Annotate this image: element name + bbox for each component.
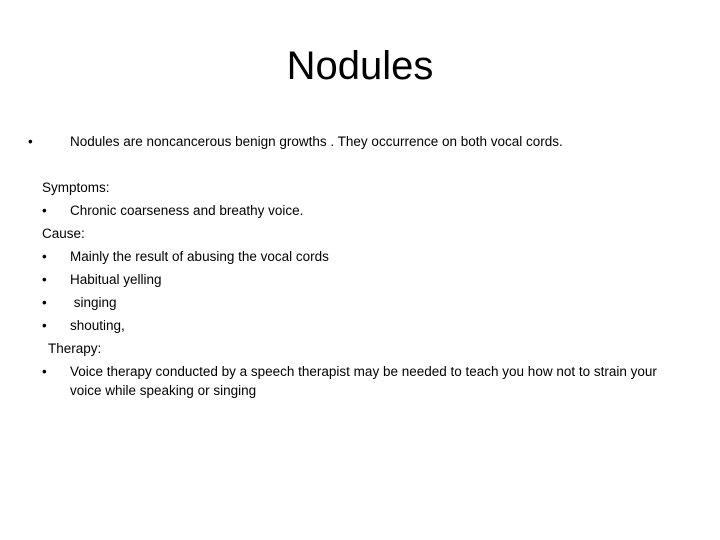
therapy-item-text: Voice therapy conducted by a speech therapist may be needed to teach you how not to strain your voice while speaking or singing	[70, 364, 657, 398]
slide-body	[28, 130, 662, 400]
bullet-icon: •	[42, 272, 47, 287]
symptoms-heading: Symptoms:	[42, 180, 110, 195]
bullet-icon: •	[42, 364, 47, 379]
bullet-icon: •	[42, 203, 47, 218]
symptoms-item-text: Chronic coarseness and breathy voice.	[70, 203, 304, 218]
cause-item-text: shouting,	[70, 318, 125, 333]
cause-heading: Cause:	[42, 226, 85, 241]
cause-item	[42, 314, 662, 337]
cause-item-text: Habitual yelling	[70, 272, 162, 287]
bullet-icon: •	[42, 295, 47, 310]
intro-text: Nodules are noncancerous benign growths . They occurrence on both vocal cords.	[70, 134, 563, 149]
bullet-icon: •	[42, 318, 47, 333]
therapy-item	[42, 360, 662, 400]
therapy-heading: Therapy:	[48, 341, 102, 356]
cause-item-text: Mainly the result of abusing the vocal cords	[70, 249, 329, 264]
symptoms-item	[42, 199, 662, 222]
bullet-icon: •	[28, 134, 33, 149]
slide-title: Nodules	[286, 44, 434, 88]
cause-item	[42, 245, 662, 268]
intro-bullet-item	[28, 130, 662, 153]
bullet-icon: •	[42, 249, 47, 264]
cause-item	[42, 268, 662, 291]
cause-item	[42, 291, 662, 314]
cause-item-text: singing	[70, 295, 117, 310]
